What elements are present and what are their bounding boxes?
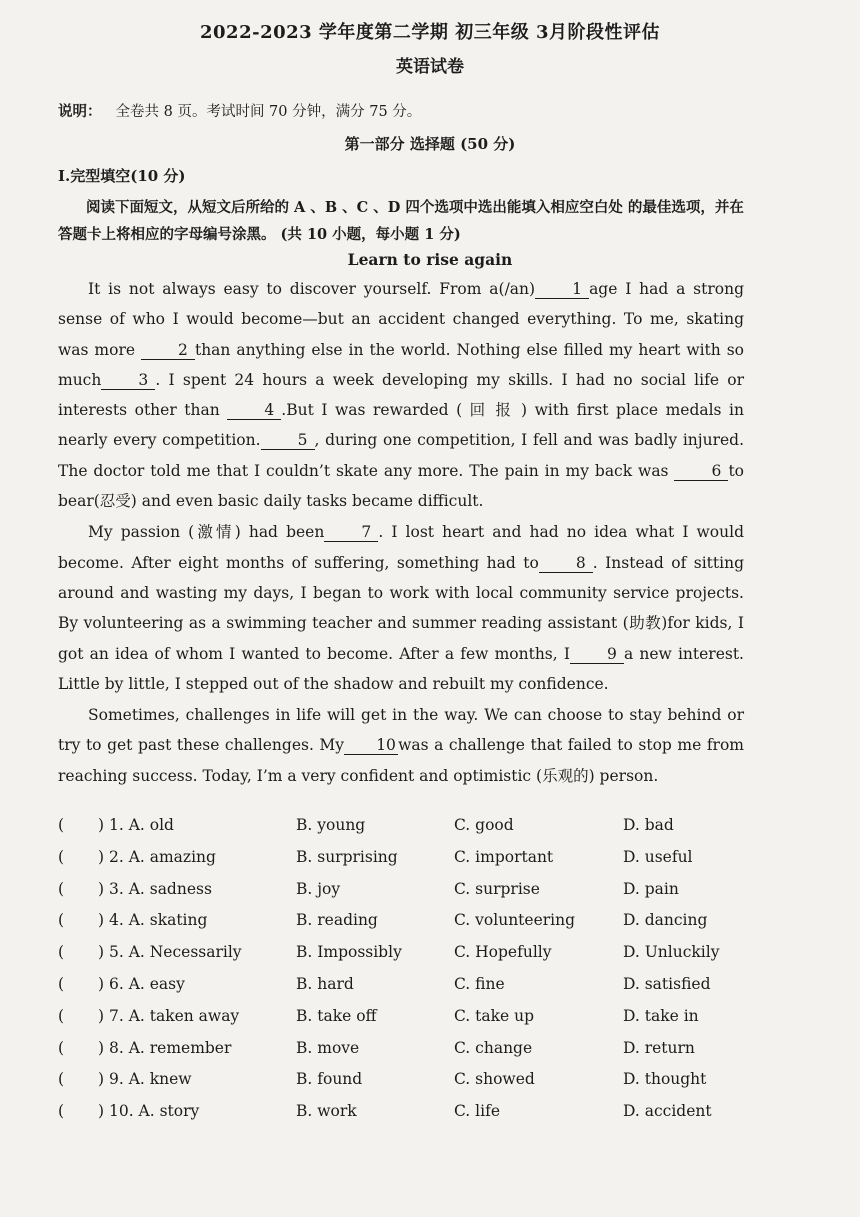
question-row xyxy=(58,903,758,935)
blank-number: 9 xyxy=(570,645,624,664)
option-c: C. fine xyxy=(454,974,505,993)
option-c: C. take up xyxy=(454,1006,535,1025)
option-c: C. important xyxy=(454,847,554,866)
passage-paragraph xyxy=(58,517,744,699)
option-b: B. found xyxy=(296,1070,363,1089)
passage-text: age I had a strong sense of who I would become—but an accident changed everything. To me, skating was more xyxy=(58,280,744,359)
option-a: ) 9. A. knew xyxy=(98,1070,192,1089)
section-title: I.完型填空(10 分) xyxy=(58,167,186,185)
option-d: D. useful xyxy=(623,847,693,866)
option-a: ) 6. A. easy xyxy=(98,974,185,993)
option-b: B. move xyxy=(296,1038,360,1057)
section-instruction xyxy=(58,194,748,248)
option-d: D. accident xyxy=(623,1102,712,1121)
question-row xyxy=(58,808,758,840)
answer-paren: ( xyxy=(58,943,65,962)
passage-text: .But I was rewarded ( 回 报 ) with first place medals in nearly every competition. xyxy=(58,401,745,450)
answer-paren: ( xyxy=(58,1006,65,1025)
blank-number: 4 xyxy=(227,401,281,420)
blank-number: 3 xyxy=(101,371,155,390)
option-a: ) 7. A. taken away xyxy=(98,1006,240,1025)
exam-title: 2022-2023 学年度第二学期 初三年级 3月阶段性评估 xyxy=(200,22,660,43)
option-a: ) 2. A. amazing xyxy=(98,847,216,866)
answer-paren: ( xyxy=(58,1102,65,1121)
question-row xyxy=(58,840,758,872)
question-row xyxy=(58,872,758,904)
note-label: 说明： xyxy=(58,103,102,120)
passage-text: . I spent 24 hours a week developing my skills. I had no social life or interests other than xyxy=(58,370,744,420)
option-d: D. Unluckily xyxy=(623,943,720,962)
passage-title: Learn to rise again xyxy=(347,250,513,269)
exam-note xyxy=(58,100,421,121)
question-row xyxy=(58,1094,758,1126)
option-b: B. hard xyxy=(296,974,354,993)
instruction-text: 阅读下面短文，从短文后所给的 A 、B 、C 、D 四个选项中选出能填入相应空白处 的最佳选项，并在答题卡上将相应的字母编号涂黑。 (共 10 小题，每小题 1 分) xyxy=(58,199,744,243)
passage-text: , during one competition, I fell and was badly injured. The doctor told me that I couldn’t skate any more. The pain in my back was xyxy=(58,431,744,480)
question-row xyxy=(58,1062,758,1094)
option-a: ) 8. A. remember xyxy=(98,1038,232,1057)
option-b: B. joy xyxy=(296,879,341,898)
answer-paren: ( xyxy=(58,1038,65,1057)
option-c: C. change xyxy=(454,1038,533,1057)
option-c: C. showed xyxy=(454,1070,535,1089)
passage-text: Sometimes, challenges in life will get in the way. We can choose to stay behind or try to get past these challenges. My xyxy=(58,706,744,755)
option-d: D. pain xyxy=(623,879,679,898)
passage-text: My passion (激情) had been xyxy=(88,523,325,542)
option-c: C. Hopefully xyxy=(454,943,552,962)
option-d: D. return xyxy=(623,1038,695,1057)
blank-number: 8 xyxy=(539,554,593,573)
passage-text: . I lost heart and had no idea what I would become. After eight months of suffering, something had to xyxy=(58,523,745,572)
note-text: 全卷共 8 页。考试时间 70 分钟，满分 75 分。 xyxy=(115,104,422,120)
option-c: C. volunteering xyxy=(454,911,576,930)
option-d: D. thought xyxy=(623,1070,707,1089)
blank-number: 5 xyxy=(261,431,315,450)
passage-paragraph xyxy=(58,274,744,516)
exam-subtitle: 英语试卷 xyxy=(396,57,464,77)
option-a: ) 5. A. Necessarily xyxy=(98,943,242,962)
option-d: D. bad xyxy=(623,816,674,834)
question-row xyxy=(58,935,758,967)
option-a: ) 4. A. skating xyxy=(98,911,208,930)
passage-text: was a challenge that failed to stop me from reaching success. Today, I’m a very confident and optimistic (乐观的) person. xyxy=(58,736,744,785)
option-d: D. satisfied xyxy=(623,974,711,993)
question-row xyxy=(58,1031,758,1063)
blank-number: 6 xyxy=(674,462,728,481)
option-c: C. surprise xyxy=(454,879,540,898)
option-a: ) 3. A. sadness xyxy=(98,879,212,898)
option-b: B. work xyxy=(296,1102,357,1121)
passage-paragraph xyxy=(58,700,744,791)
blank-number: 10 xyxy=(344,736,398,755)
passage-text: to bear(忍受) and even basic daily tasks became difficult. xyxy=(58,461,744,511)
blank-number: 2 xyxy=(141,341,195,360)
option-b: B. surprising xyxy=(296,847,398,866)
answer-paren: ( xyxy=(58,847,65,866)
option-c: C. good xyxy=(454,816,514,834)
option-b: B. young xyxy=(296,816,366,834)
option-a: ) 10. A. story xyxy=(98,1102,200,1121)
answer-paren: ( xyxy=(58,879,65,898)
answer-paren: ( xyxy=(58,911,65,930)
answer-paren: ( xyxy=(58,974,65,993)
part-title: 第一部分 选择题 (50 分) xyxy=(344,135,516,153)
passage-text: . Instead of sitting around and wasting my days, I began to work with local community service projects. By volunteering as a swimming teacher and summer reading assistant (助教)for kids, I got an idea of whom I wanted to become. After a few months, I xyxy=(58,553,744,663)
option-c: C. life xyxy=(454,1102,500,1121)
option-b: B. reading xyxy=(296,911,378,930)
option-d: D. dancing xyxy=(623,911,708,930)
passage-body xyxy=(58,274,744,792)
passage-text: It is not always easy to discover yourself. From a(/an) xyxy=(88,280,536,298)
option-b: B. take off xyxy=(296,1006,377,1025)
question-row xyxy=(58,967,758,999)
option-d: D. take in xyxy=(623,1006,699,1025)
option-b: B. Impossibly xyxy=(296,943,402,962)
answer-paren: ( xyxy=(58,1070,65,1089)
answer-paren: ( xyxy=(58,816,65,834)
blank-number: 7 xyxy=(324,523,378,542)
blank-number: 1 xyxy=(535,280,589,299)
option-a: ) 1. A. old xyxy=(98,816,174,834)
question-options xyxy=(58,808,758,1126)
passage-text: than anything else in the world. Nothing else filled my heart with so much xyxy=(58,340,744,389)
passage-text: a new interest. Little by little, I stepped out of the shadow and rebuilt my confidence. xyxy=(58,644,744,693)
question-row xyxy=(58,999,758,1031)
